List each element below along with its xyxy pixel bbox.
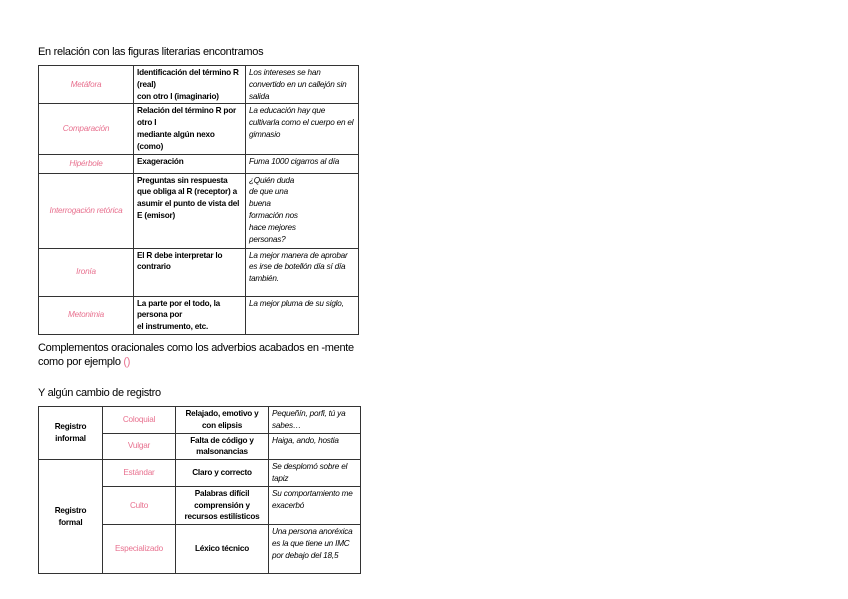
table-row bbox=[39, 296, 359, 334]
figures-table bbox=[38, 65, 359, 335]
figure-definition: Identificación del término R (real) con otro I (imaginario) bbox=[134, 66, 246, 104]
register-type: Estándar bbox=[103, 460, 176, 487]
table-row bbox=[39, 154, 359, 173]
figure-example: La mejor manera de aprobar es irse de botellón día sí día también. bbox=[246, 248, 359, 296]
register-description: Palabras difícil comprensión y recursos estilísticos bbox=[176, 486, 269, 524]
figure-definition: Relación del término R por otro I mediante algún nexo (como) bbox=[134, 104, 246, 154]
figure-definition: Exageración bbox=[134, 154, 246, 173]
figure-name: Interrogación retórica bbox=[39, 173, 134, 248]
heading-registro: Y algún cambio de registro bbox=[38, 387, 161, 399]
heading-figuras: En relación con las figuras literarias encontramos bbox=[38, 46, 264, 58]
register-example: Pequeñín, porfi, tú ya sabes… bbox=[269, 407, 361, 434]
placeholder-parentheses: () bbox=[123, 356, 131, 368]
figure-example: Los intereses se han convertido en un callejón sin salida bbox=[246, 66, 359, 104]
register-formal-label: Registro formal bbox=[39, 460, 103, 574]
table-row bbox=[39, 66, 359, 104]
figure-definition: La parte por el todo, la persona por el instrumento, etc. bbox=[134, 296, 246, 334]
register-description: Relajado, emotivo y con elipsis bbox=[176, 407, 269, 434]
register-example: Haiga, ando, hostia bbox=[269, 433, 361, 460]
table-row bbox=[39, 104, 359, 154]
figure-name: Comparación bbox=[39, 104, 134, 154]
heading-complementos-line2: como por ejemplo () bbox=[38, 356, 131, 368]
table-row bbox=[39, 460, 361, 487]
table-row bbox=[39, 248, 359, 296]
figure-definition: Preguntas sin respuesta que obliga al R (receptor) a asumir el punto de vista del E (emisor) bbox=[134, 173, 246, 248]
figure-example: La educación hay que cultivarla como el cuerpo en el gimnasio bbox=[246, 104, 359, 154]
register-informal-label: Registro informal bbox=[39, 407, 103, 460]
heading-complementos bbox=[38, 341, 354, 369]
figure-example: Fuma 1000 cigarros al día bbox=[246, 154, 359, 173]
register-example: Su comportamiento me exacerbó bbox=[269, 486, 361, 524]
table-row bbox=[39, 173, 359, 248]
register-example: Se desplomó sobre el tapiz bbox=[269, 460, 361, 487]
register-type: Culto bbox=[103, 486, 176, 524]
figure-name: Hipérbole bbox=[39, 154, 134, 173]
figure-example: La mejor pluma de su siglo, bbox=[246, 296, 359, 334]
figure-name: Metáfora bbox=[39, 66, 134, 104]
figure-name: Ironía bbox=[39, 248, 134, 296]
figure-definition: El R debe interpretar lo contrario bbox=[134, 248, 246, 296]
register-type: Vulgar bbox=[103, 433, 176, 460]
register-type: Especializado bbox=[103, 525, 176, 574]
register-description: Falta de código y malsonancias bbox=[176, 433, 269, 460]
figure-example: ¿Quién duda de que una buena formación nos hace mejores personas? bbox=[246, 173, 359, 248]
heading-complementos-line1: Complementos oracionales como los adverbios acabados en -mente bbox=[38, 342, 354, 354]
register-type: Coloquial bbox=[103, 407, 176, 434]
table-row bbox=[39, 407, 361, 434]
register-description: Léxico técnico bbox=[176, 525, 269, 574]
register-description: Claro y correcto bbox=[176, 460, 269, 487]
figure-name: Metonimia bbox=[39, 296, 134, 334]
register-example: Una persona anoréxica es la que tiene un IMC por debajo del 18,5 bbox=[269, 525, 361, 574]
register-table bbox=[38, 406, 361, 574]
